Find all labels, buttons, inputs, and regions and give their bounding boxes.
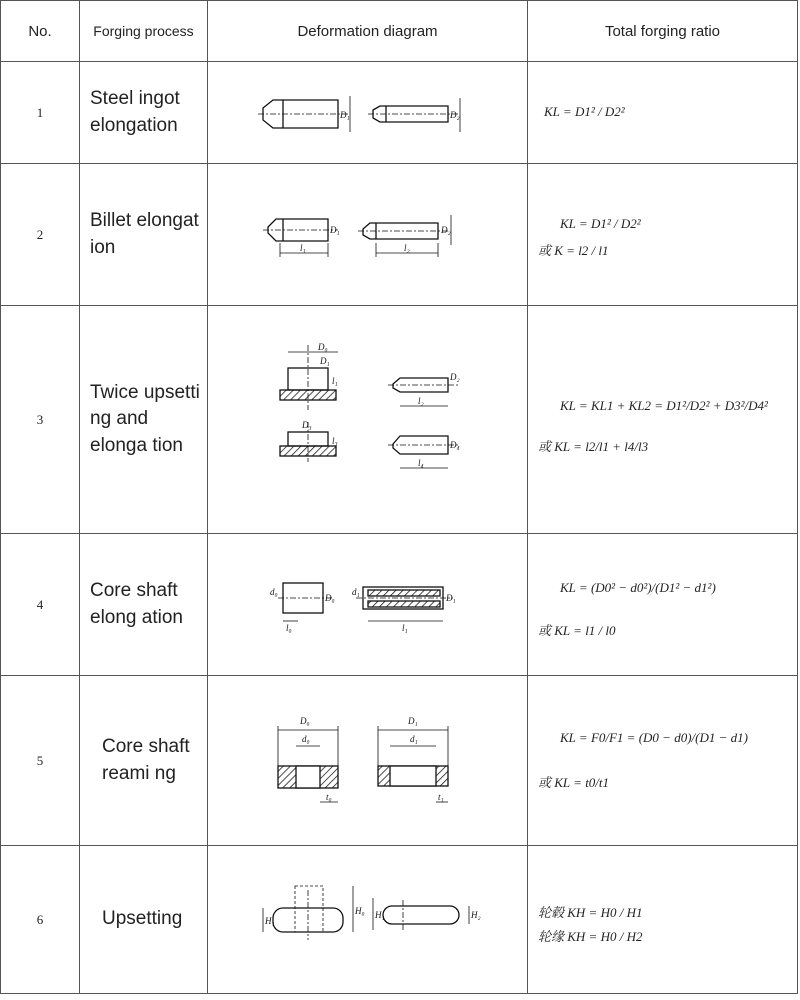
svg-text:D₃: D₃	[301, 419, 312, 430]
formula-cell	[528, 62, 798, 164]
svg-text:D₁: D₁	[339, 109, 350, 120]
svg-text:D₀: D₀	[299, 715, 310, 726]
svg-text:l₂: l₂	[417, 395, 424, 406]
formula-line: 轮缘 KH = H0 / H2	[538, 929, 643, 944]
process-name: Core shaft elong ation	[80, 534, 208, 676]
core-shaft-elongation-diagram	[208, 534, 528, 676]
svg-text:d₀: d₀	[301, 733, 310, 744]
formula-line: KL = F0/F1 = (D0 − d0)/(D1 − d1)	[560, 730, 748, 745]
header-ratio: Total forging ratio	[528, 1, 798, 62]
header-diagram: Deformation diagram	[208, 1, 528, 62]
svg-text:t₀: t₀	[325, 791, 332, 802]
svg-text:l₁: l₁	[299, 242, 306, 253]
svg-text:l₀: l₀	[285, 622, 292, 633]
formula-line: KL = D1² / D2²	[560, 216, 641, 231]
formula-line: 或 KL = l1 / l0	[538, 623, 616, 638]
svg-text:D₁: D₁	[319, 355, 330, 366]
svg-text:H₁: H₁	[374, 909, 385, 920]
row-number: 4	[1, 534, 80, 676]
svg-text:H₀: H₀	[354, 905, 365, 916]
svg-text:H₁: H₁	[264, 915, 275, 926]
svg-text:d₀: d₀	[269, 586, 278, 597]
svg-text:l₁: l₁	[401, 622, 408, 633]
svg-text:D₂: D₂	[449, 109, 460, 120]
formula-line: 或 KL = t0/t1	[538, 775, 610, 790]
row-number: 1	[1, 62, 80, 164]
svg-text:d₁: d₁	[409, 733, 418, 744]
table-row	[1, 676, 798, 846]
header-no: No.	[1, 1, 80, 62]
row-number: 3	[1, 306, 80, 534]
formula-line: KL = KL1 + KL2 = D1²/D2² + D3²/D4²	[560, 398, 768, 413]
formula-line: KL = D1² / D2²	[544, 104, 625, 119]
svg-text:D₂: D₂	[449, 371, 460, 382]
svg-text:l₁: l₁	[331, 375, 338, 386]
svg-text:D₁: D₁	[329, 224, 340, 235]
table-row	[1, 846, 798, 994]
formula-line: KL = (D0² − d0²)/(D1² − d1²)	[560, 580, 716, 595]
svg-text:l₂: l₂	[403, 242, 410, 253]
svg-text:D₁: D₁	[445, 592, 456, 603]
svg-text:D₀: D₀	[324, 592, 335, 603]
ingot-elongation-diagram	[208, 62, 528, 164]
formula-line: 或 KL = l2/l1 + l4/l3	[538, 439, 649, 454]
billet-elongation-diagram	[208, 164, 528, 306]
svg-text:t₁: t₁	[437, 791, 444, 802]
table-row	[1, 164, 798, 306]
formula-cell	[528, 534, 798, 676]
upsetting-diagram	[208, 846, 528, 994]
table-row	[1, 306, 798, 534]
svg-text:l₃: l₃	[331, 435, 338, 446]
svg-text:H₂: H₂	[470, 909, 481, 920]
formula-cell	[528, 676, 798, 846]
svg-text:D₂: D₂	[440, 224, 451, 235]
formula-cell	[528, 846, 798, 994]
table-row	[1, 534, 798, 676]
process-name: Core shaft reami ng	[80, 676, 208, 846]
core-shaft-reaming-diagram	[208, 676, 528, 846]
svg-text:d₁: d₁	[351, 586, 360, 597]
twice-upsetting-diagram	[208, 306, 528, 534]
svg-text:l₄: l₄	[417, 457, 424, 468]
row-number: 6	[1, 846, 80, 994]
process-name: Upsetting	[80, 846, 208, 994]
process-name: Twice upsetti ng and elonga tion	[80, 306, 208, 534]
svg-text:D₀: D₀	[317, 341, 328, 352]
formula-line: 或 K = l2 / l1	[538, 243, 609, 258]
table-row	[1, 62, 798, 164]
formula-cell	[528, 164, 798, 306]
formula-line: 轮毂 KH = H0 / H1	[538, 905, 643, 920]
row-number: 2	[1, 164, 80, 306]
process-name: Billet elongat ion	[80, 164, 208, 306]
svg-text:D₁: D₁	[407, 715, 418, 726]
header-row	[1, 1, 798, 62]
svg-text:D₄: D₄	[449, 439, 460, 450]
formula-cell	[528, 306, 798, 534]
process-name: Steel ingot elongation	[80, 62, 208, 164]
header-process: Forging process	[80, 1, 208, 62]
row-number: 5	[1, 676, 80, 846]
